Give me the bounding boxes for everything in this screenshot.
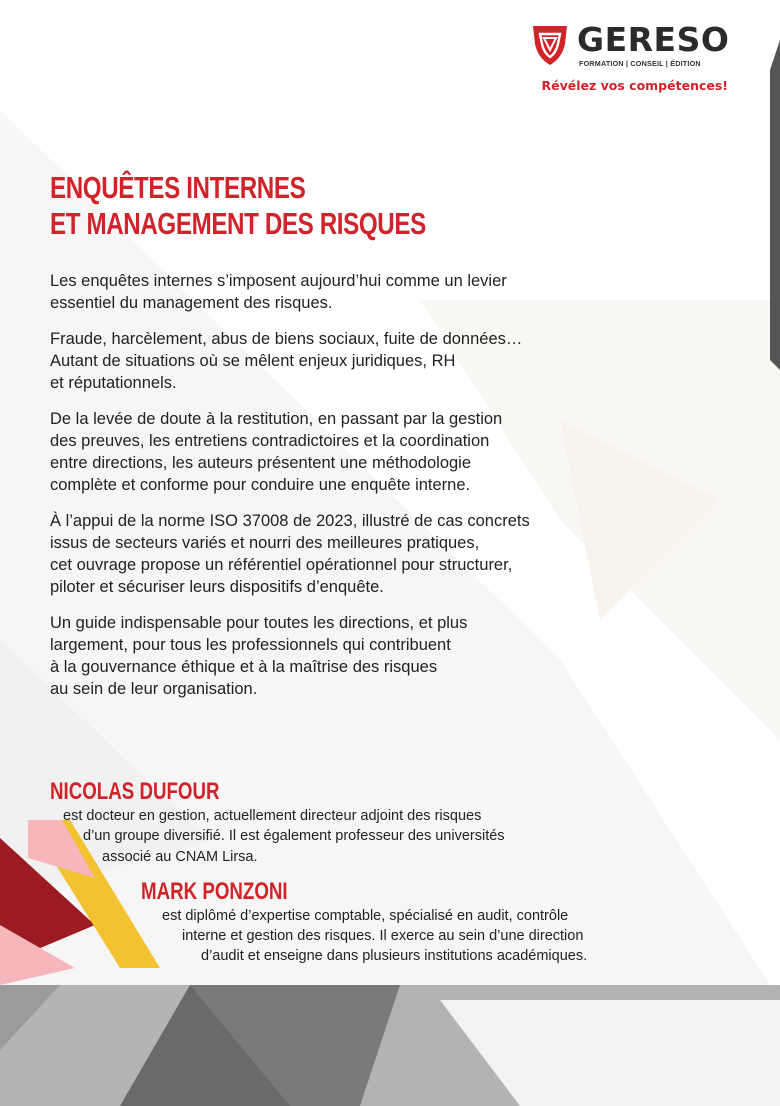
title-line-2: ET MANAGEMENT DES RISQUES — [50, 206, 426, 241]
paragraph: Les enquêtes internes s’imposent aujourd’hui comme un levier essentiel du management des risques. — [50, 272, 507, 312]
brand-tagline: Révélez vos compétences! — [541, 78, 728, 93]
author-2-bio-line: est diplômé d’expertise comptable, spécialisé en audit, contrôle — [162, 908, 569, 924]
page-title — [50, 170, 426, 242]
brand-name: GERESO — [577, 20, 730, 59]
author-2-bio-line: interne et gestion des risques. Il exerce au sein d’une direction — [182, 928, 584, 944]
shield-icon — [530, 22, 570, 66]
author-name-2: MARK PONZONI — [141, 878, 288, 905]
brand-logo — [530, 20, 730, 100]
author-1-bio-line: d’un groupe diversifié. Il est également professeur des universités — [83, 828, 505, 844]
paragraph: À l’appui de la norme ISO 37008 de 2023, illustré de cas concrets issus de secteurs variés et nourri des meilleures pratiques, cet ouvrage propose un référentiel opérationnel pour structurer, piloter et sécuriser leurs dispositifs d’enquête. — [50, 512, 530, 596]
author-name-1: NICOLAS DUFOUR — [50, 778, 220, 805]
author-2-bio-line: d’audit et enseigne dans plusieurs institutions académiques. — [201, 948, 588, 964]
paragraph: Fraude, harcèlement, abus de biens sociaux, fuite de données… Autant de situations où se mêlent enjeux juridiques, RH et réputationnels. — [50, 330, 523, 392]
title-line-1: ENQUÊTES INTERNES — [50, 170, 306, 205]
author-1-bio-line: associé au CNAM Lirsa. — [102, 849, 258, 865]
description-body — [50, 270, 610, 714]
brand-subtitle: FORMATION | CONSEIL | ÉDITION — [579, 59, 701, 68]
paragraph: Un guide indispensable pour toutes les directions, et plus largement, pour tous les professionnels qui contribuent à la gouvernance éthique et à la maîtrise des risques au sein de leur organisation. — [50, 614, 468, 698]
paragraph: De la levée de doute à la restitution, en passant par la gestion des preuves, les entretiens contradictoires et la coordination entre directions, les auteurs présentent une méthodologie complète et conforme pour conduire une enquête interne. — [50, 410, 503, 494]
author-1-bio-line: est docteur en gestion, actuellement directeur adjoint des risques — [63, 808, 482, 824]
